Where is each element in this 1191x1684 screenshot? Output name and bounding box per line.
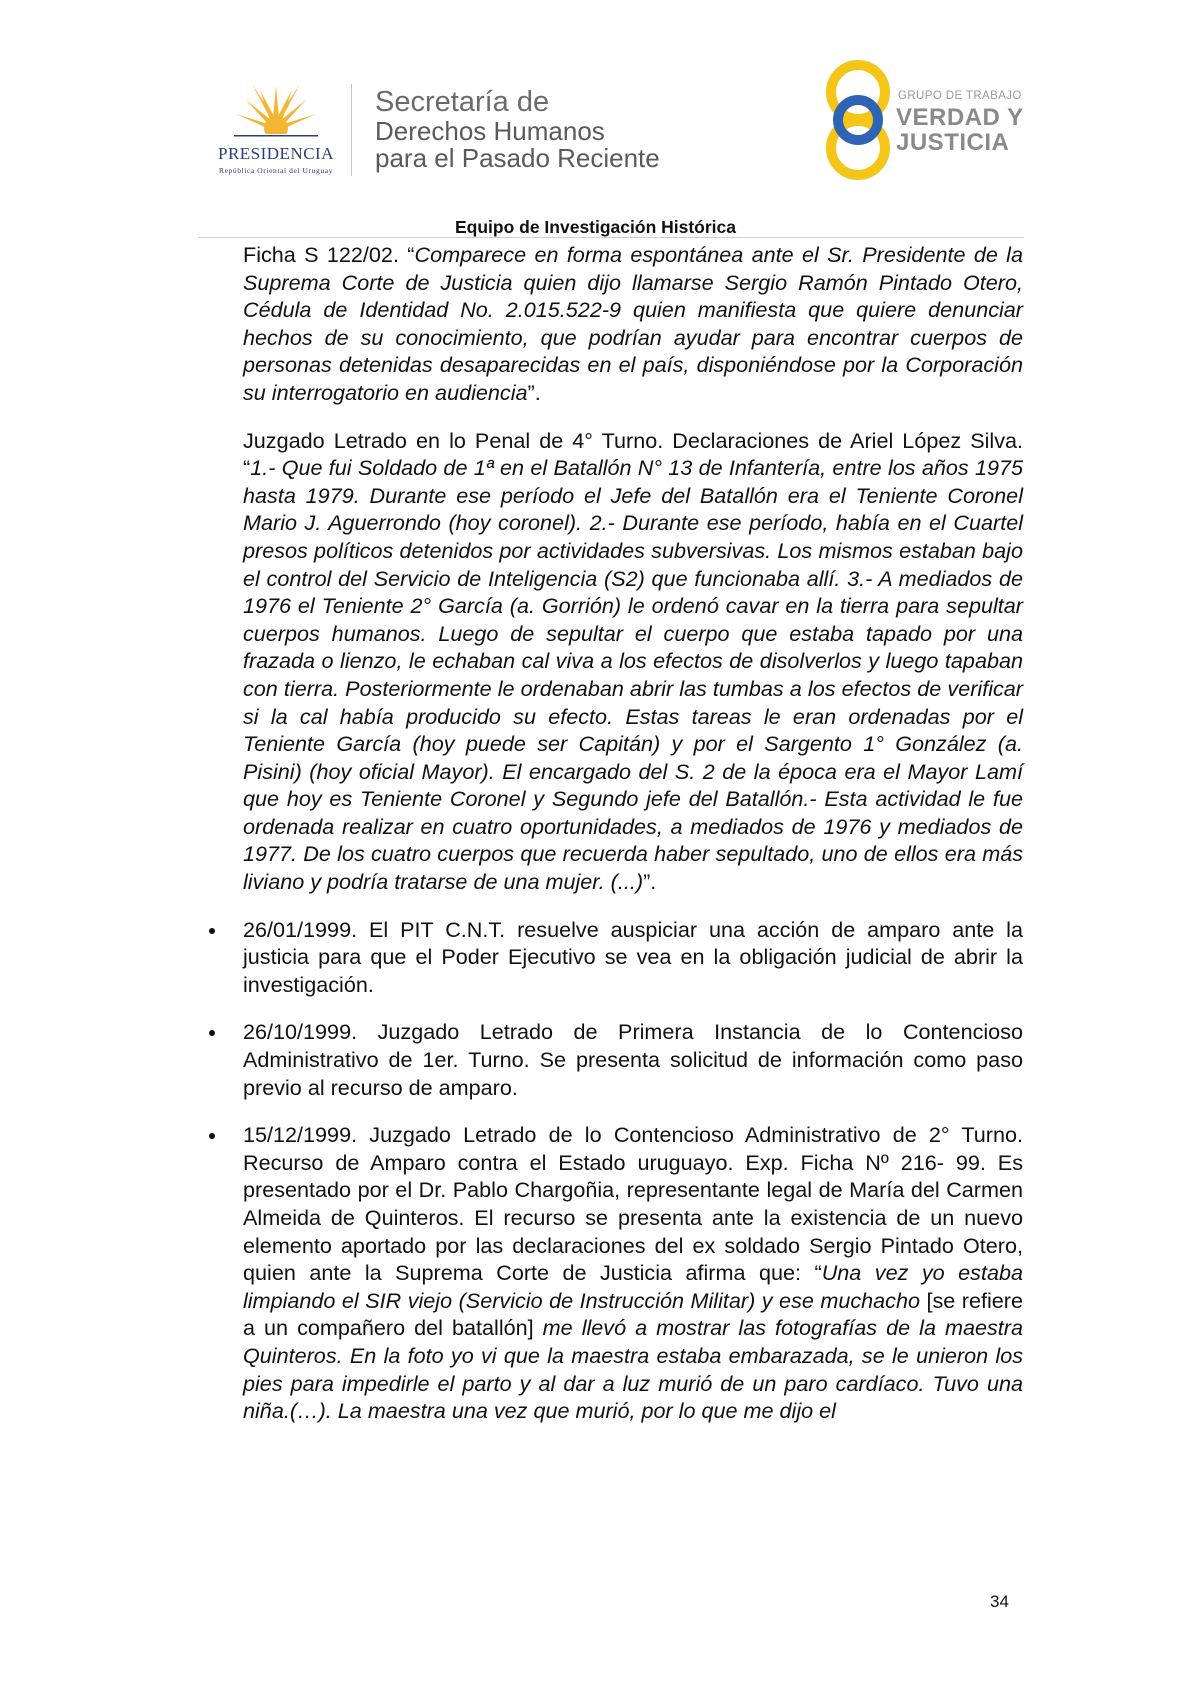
list-item xyxy=(243,1121,1023,1425)
header-rule xyxy=(198,237,1024,238)
paragraph-ficha-quote: Comparece en forma espontánea ante el Sr. Presidente de la Suprema Corte de Justicia quien dijo llamarse Sergio Ramón Pintado Otero, Cédula de Identidad No. 2.015.522-9 quien manifiesta que quiere denunciar hechos de su conocimiento, que podrían ayudar para encontrar cuerpos de personas detenidas desaparecidas en el país, disponiéndose por la Corporación su interrogatorio en audiencia xyxy=(243,242,1023,405)
list-item-text: 15/12/1999. Juzgado Letrado de lo Contencioso Administrativo de 2° Turno. Recurso de Amparo contra el Estado uruguayo. Exp. Ficha Nº 216- 99. Es presentado por el Dr. Pablo Chargoñia, representante legal de María del Carmen Almeida de Quinteros. El recurso se presenta ante la existencia de un nuevo elemento aportado por las declaraciones del ex soldado Sergio Pintado Otero, quien ante la Suprema Corte de Justicia afirma que: “ xyxy=(243,1122,1023,1286)
paragraph-ficha-close: ”. xyxy=(527,379,541,405)
bullet-icon xyxy=(209,1030,215,1036)
paragraph-declaraciones-intro: Juzgado Letrado en lo Penal de 4° Turno. Declaraciones de Ariel López Silva. “ xyxy=(243,427,1023,481)
list-item xyxy=(243,1018,1023,1101)
paragraph-ficha-intro: Ficha S 122/02. “ xyxy=(243,242,415,267)
team-title: Equipo de Investigación Histórica xyxy=(454,217,737,237)
paragraph-ficha xyxy=(243,241,1023,407)
logo-divider xyxy=(351,84,352,176)
secretaria-line-2: Derechos Humanos xyxy=(375,116,605,146)
gtvj-title-line-1: VERDAD Y xyxy=(896,104,1024,131)
page-header xyxy=(0,0,1191,250)
list-item-aside: [se refiere a un compañero del batallón] xyxy=(243,1287,1023,1341)
rings-icon xyxy=(818,58,898,186)
sun-icon xyxy=(230,78,322,142)
document-body xyxy=(243,241,1023,1445)
secretaria-line-1: Secretaría de xyxy=(375,86,550,118)
list-item-text: 26/10/1999. Juzgado Letrado de Primera Instancia de lo Contencioso Administrativo de 1er. Turno. Se presenta solicitud de información como paso previo al recurso de amparo. xyxy=(243,1019,1023,1100)
secretaria-line-3: para el Pasado Reciente xyxy=(375,143,660,173)
paragraph-declaraciones-close: ”. xyxy=(643,869,657,895)
presidencia-name: PRESIDENCIA xyxy=(217,144,334,163)
gtvj-small-title: GRUPO DE TRABAJO xyxy=(898,90,1022,102)
verdad-justicia-logo xyxy=(818,58,1028,186)
secretaria-logo-text xyxy=(375,86,660,172)
list-item-quote-continued: me llevó a mostrar las fotografías de la maestra Quinteros. En la foto yo vi que la maestra estaba embarazada, se le unieron los pies para impedirle el parto y al dar a luz murió de un paro cardíaco. Tuvo una niña.(…). La maestra una vez que murió, por lo que me dijo el xyxy=(243,1315,1023,1424)
list-item-text: 26/01/1999. El PIT C.N.T. resuelve auspiciar una acción de amparo ante la justicia para que el Poder Ejecutivo se vea en la obligación judicial de abrir la investigación. xyxy=(243,916,1023,997)
list-item-quote: Una vez yo estaba limpiando el SIR viejo (Servicio de Instrucción Militar) y ese muchacho xyxy=(243,1260,1023,1313)
presidencia-subtitle: República Oriental del Uruguay xyxy=(218,166,333,175)
presidencia-logo xyxy=(196,78,356,178)
gtvj-title-line-2: JUSTICIA xyxy=(896,129,1010,156)
page-number: 34 xyxy=(990,1592,1009,1611)
list-item xyxy=(243,916,1023,999)
paragraph-declaraciones xyxy=(243,427,1023,896)
paragraph-declaraciones-quote: 1.- Que fui Soldado de 1ª en el Batallón N° 13 de Infantería, entre los años 1975 hasta 1979. Durante ese período el Jefe del Batallón era el Teniente Coronel Mario J. Aguerrondo (hoy coronel). 2.- Durante ese período, había en el Cuartel presos políticos detenidos por actividades subversivas. Los mismos estaban bajo el control del Servicio de Inteligencia (S2) que funcionaba allí. 3.- A mediados de 1976 el Teniente 2° García (a. Gorrión) le ordenó cavar en la tierra para sepultar cuerpos humanos. Luego de sepultar el cuerpo que estaba tapado por una frazada o lienzo, le echaban cal viva a los efectos de disolverlos y luego tapaban con tierra. Posteriormente le ordenaban abrir las tumbas a los efectos de verificar si la cal había producido su efecto. Estas tareas le eran ordenadas por el Teniente García (hoy puede ser Capitán) y por el Sargento 1° González (a. Pisini) (hoy oficial Mayor). El encargado del S. 2 de la época era el Mayor Lamí que hoy es Teniente Coronel y Segundo jefe del Batallón.- Esta actividad le fue ordenada realizar en cuatro oportunidades, a mediados de 1976 y mediados de 1977. De los cuatro cuerpos que recuerda haber sepultado, uno de ellos era más liviano y podría tratarse de una mujer. (...) xyxy=(243,455,1023,895)
bullet-icon xyxy=(209,928,215,934)
bullet-icon xyxy=(209,1133,215,1139)
